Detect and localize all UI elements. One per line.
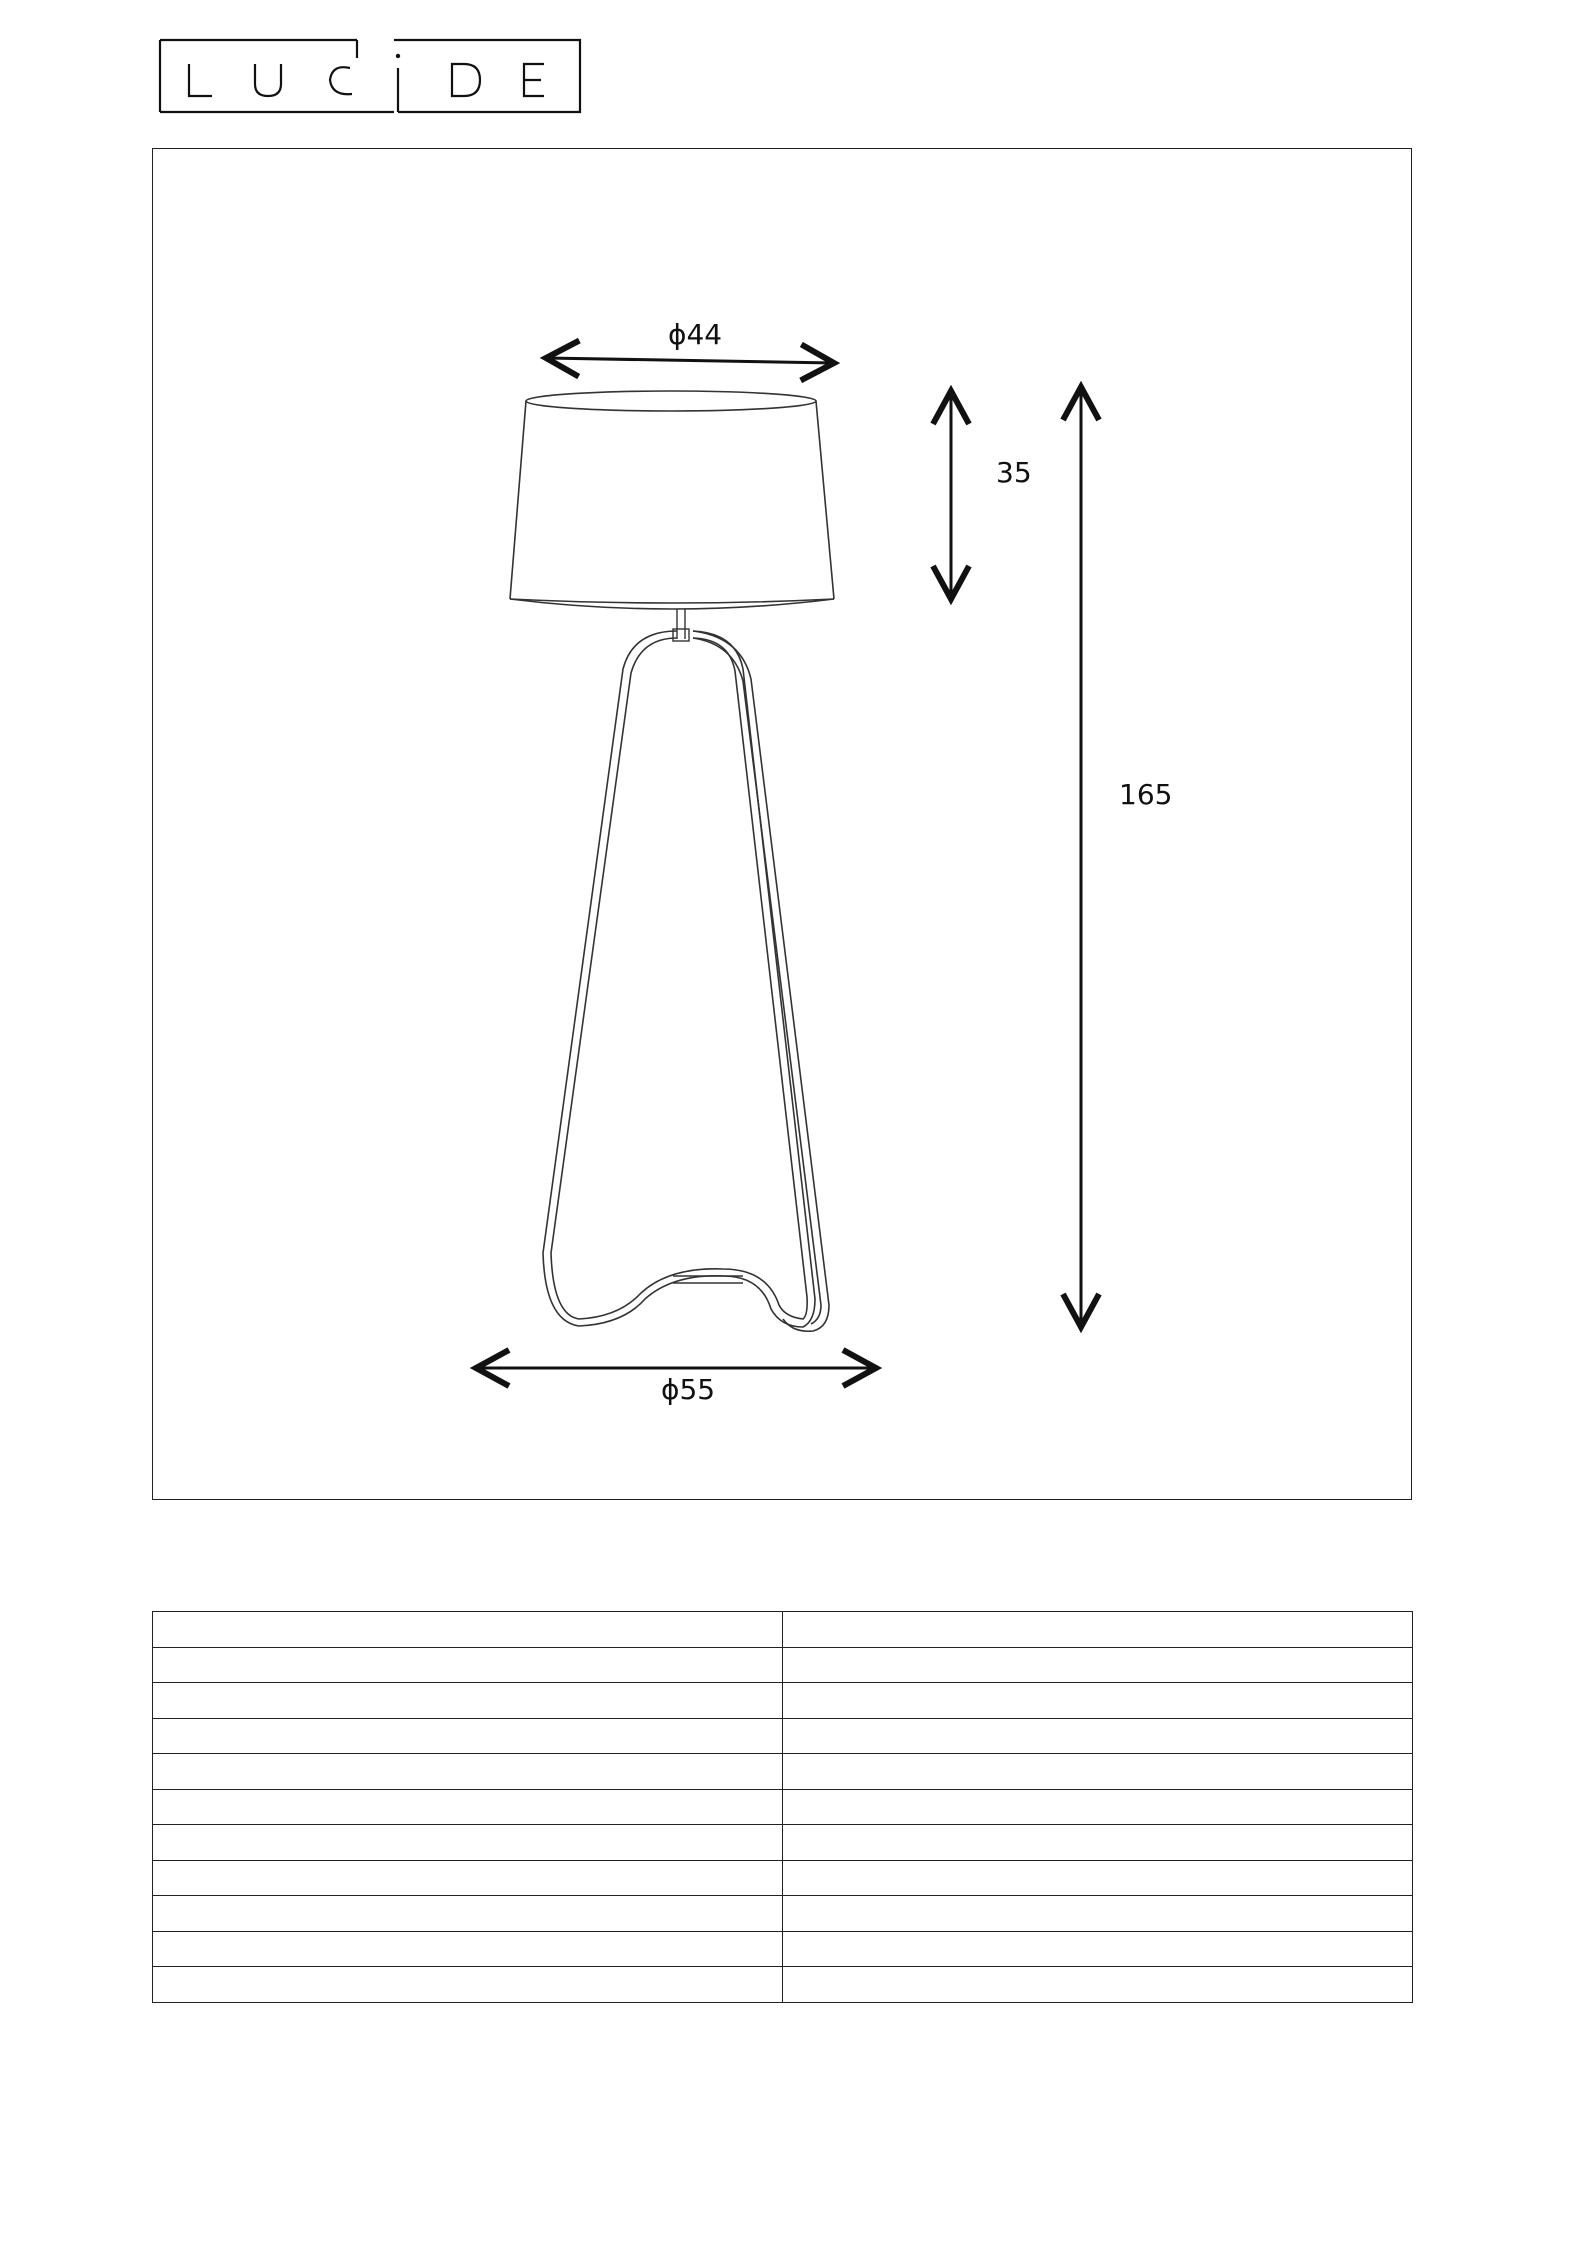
table-row xyxy=(153,1754,1413,1790)
shade-height-label: 35 xyxy=(996,456,1032,489)
spec-label-cell xyxy=(153,1967,783,2003)
total-height-label: 165 xyxy=(1119,778,1173,811)
spec-table-body xyxy=(153,1612,1413,2003)
lamp-shade xyxy=(510,391,834,609)
table-row xyxy=(153,1825,1413,1861)
table-row xyxy=(153,1683,1413,1719)
table-row xyxy=(153,1896,1413,1932)
spec-table xyxy=(152,1611,1413,2003)
spec-label-cell xyxy=(153,1931,783,1967)
spec-label-cell xyxy=(153,1683,783,1719)
spec-value-cell xyxy=(783,1647,1413,1683)
spec-value-cell xyxy=(783,1931,1413,1967)
spec-label-cell xyxy=(153,1754,783,1790)
table-row xyxy=(153,1967,1413,2003)
spec-label-cell xyxy=(153,1825,783,1861)
floor-lamp-drawing xyxy=(153,149,1410,1498)
table-row xyxy=(153,1931,1413,1967)
spec-label-cell xyxy=(153,1718,783,1754)
spec-label-cell xyxy=(153,1860,783,1896)
spec-value-cell xyxy=(783,1860,1413,1896)
lamp-neck xyxy=(673,609,689,641)
spec-value-cell xyxy=(783,1754,1413,1790)
table-row xyxy=(153,1612,1413,1648)
shade-diameter-arrow xyxy=(546,358,834,363)
spec-value-cell xyxy=(783,1718,1413,1754)
spec-label-cell xyxy=(153,1647,783,1683)
spec-value-cell xyxy=(783,1612,1413,1648)
technical-drawing-frame xyxy=(152,148,1412,1500)
dimension-lines xyxy=(476,358,1081,1368)
table-row xyxy=(153,1718,1413,1754)
lamp-frame xyxy=(543,631,829,1331)
spec-label-cell xyxy=(153,1896,783,1932)
base-diameter-label: ϕ55 xyxy=(661,1373,716,1406)
spec-value-cell xyxy=(783,1825,1413,1861)
brand-logo xyxy=(152,34,582,118)
spec-value-cell xyxy=(783,1967,1413,2003)
table-row xyxy=(153,1860,1413,1896)
spec-label-cell xyxy=(153,1612,783,1648)
shade-diameter-label: ϕ44 xyxy=(668,318,723,351)
table-row xyxy=(153,1789,1413,1825)
spec-value-cell xyxy=(783,1683,1413,1719)
spec-value-cell xyxy=(783,1896,1413,1932)
spec-label-cell xyxy=(153,1789,783,1825)
spec-value-cell xyxy=(783,1789,1413,1825)
table-row xyxy=(153,1647,1413,1683)
